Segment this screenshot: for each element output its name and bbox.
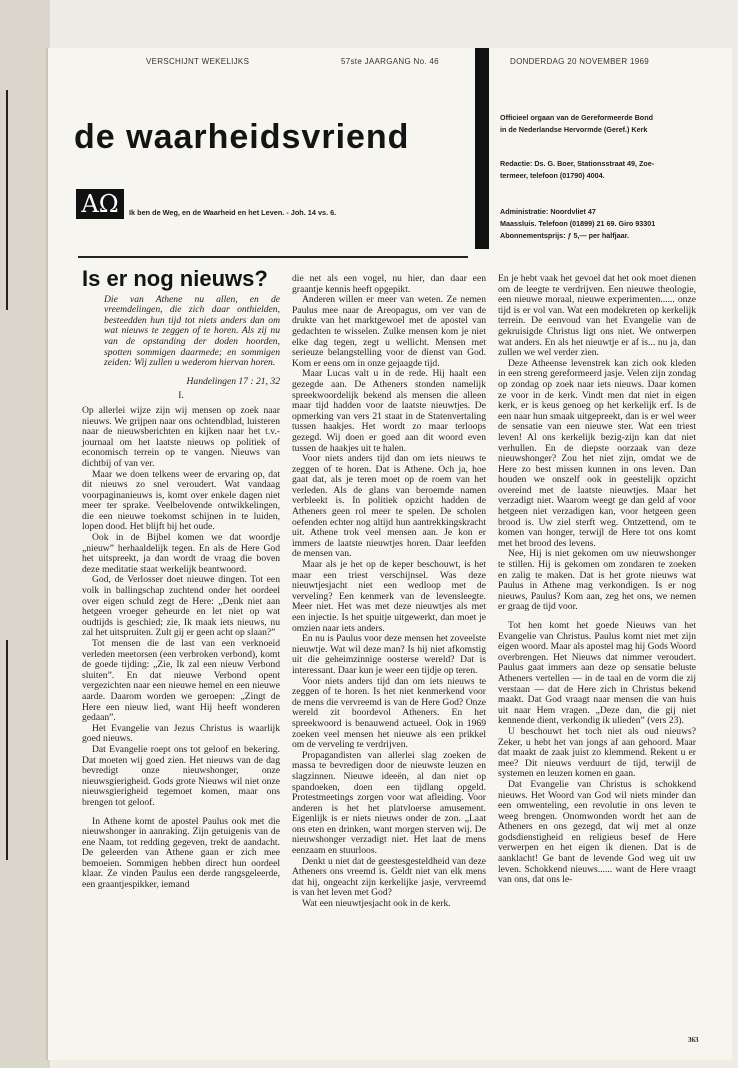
article-intro: Die van Athene nu allen, en de vreemdelingen, die zich daar onthielden, besteedden hun tijd tot niets anders dan om wat nieuws te zeggen of te horen. Als zij nu van de opstanding der doden hoorden, spotten sommigen daarmede; en sommigen zeiden: Wij zullen u wederom hiervan horen. (104, 293, 280, 369)
official-organ (500, 112, 725, 136)
paragraph: Maar we doen telkens weer de ervaring op, dat dit nieuws zo snel veroudert. Wat vandaag voorpaginanieuws is, komt over enkele dagen niet meer ter sprake. Veelbelovende ontwikkelingen, die een nieuwe toekomst schijnen in te luiden, lopen dood. Het blijft bij het oude. (82, 468, 280, 533)
header-date: DONDERDAG 20 NOVEMBER 1969 (510, 57, 649, 66)
newspaper-page (46, 48, 732, 1060)
paragraph: Op allerlei wijze zijn wij mensen op zoek naar nieuws. We grijpen naar ons ochtendblad, luisteren naar de nieuwsberichten en kijken naar het t.v.-journaal om het laatste nieuws op politiek of economisch terrein op te vangen. Nieuws van dichtbij of van ver. (82, 404, 280, 469)
paragraph: God, de Verlosser doet nieuwe dingen. Tot een volk in ballingschap zuchtend onder het oordeel over eigen schuld zegt de Here: „Denk niet aan hetgeen vroeger geheurde en let niet op wat oudtijds is geschied; zie, Ik maak iets nieuws, nu zal het uitspruiten. Zult gij er geen acht op slaan?” (82, 574, 280, 639)
section-rule (78, 256, 468, 258)
article-headline: Is er nog nieuws? (82, 266, 268, 291)
paragraph: Ook in de Bijbel komen we dat woordje „nieuw” herhaaldelijk tegen. En als de Here God het uitspreekt, ja dan wordt de vraag die boven deze meditatie staat werkelijk beantwoord. (82, 532, 280, 575)
paragraph: Deze Atheense levenstrek kan zich ook kleden in een streng gereformeerd jasje. Velen zijn zondag op zondag op zoek naar iets nieuws. Daar komen ze voor in de kerk. Vindt men dat niet in eigen kerk, er is keus genoeg op het kerkelijk erf. Is de een naar hun smaak uitgepreekt, dan is er wel weer de sensatie van een nieuwe ster. Wat een triest leven! Al ons kerkelijk bezig-zijn kan dat niet verhullen. En de diepste oorzaak van deze nieuwshonger? Zou het niet zijn, omdat we de Here zo best missen kunnen in ons leven. Dan houden we onszelf ook in geestelijk opzicht overeind met de laatste nieuwtjes. Maar het verzadigt niet. Waarom weegt ge dan geld af voor hetgeen niet verzadigen kan, voor hetgeen geen brood is. Uw ziel sterft weg. Ontzettend, om te komen van honger, terwijl de Here tot ons komt met het brood des levens. (498, 357, 696, 549)
paragraph: Voor niets anders tijd dan om iets nieuws te zeggen of te horen. Is het niet kenmerkend voor de mens die vervreemd is van de Here God? Onze wereld zit boordevol Atheners. En het spreekwoord is benauwend actueel. Ook in 1969 zoeken veel mensen het nieuwe als een prikkel om de verveling te verdrijven. (292, 675, 486, 751)
paragraph: U beschouwt het toch niet als oud nieuws? Zeker, u hebt het van jongs af aan gehoord. Maar dat maakt de zaak juist zo klemmend. Rekent u er mee? Dit nieuws verduurt de tijd, terwijl de systemen en leuzen komen en gaan. (498, 725, 696, 780)
admin-line-1: Administratie: Noordvliet 47 (500, 207, 596, 216)
binding-mark (6, 640, 8, 860)
masthead-title: de waarheidsvriend (74, 118, 410, 156)
admin-line-2: Maassluis. Telefoon (01899) 21 69. Giro 93301 (500, 219, 656, 228)
section-number: I. (178, 390, 184, 402)
masthead-motto: Ik ben de Weg, en de Waarheid en het Leven. - Joh. 14 vs. 6. (129, 208, 337, 217)
header-bar (48, 54, 732, 68)
paragraph: Voor niets anders tijd dan om iets nieuws te zeggen of te horen. Dat is Athene. Och ja, hoe gaat dat, als je teren moet op de roem van het verleden. Als de glans van beroemde namen verbleekt is. In politiek opzicht hadden de Atheners geen rol meer te spelen. De scholen oefenden echter nog altijd hun aantrekkingskracht uit. Athene trok veel mensen aan. Je kon er immers de laatste nieuwtjes horen. Daar leefden de mensen van. (292, 453, 486, 560)
administration-info (500, 206, 725, 242)
binding-mark (6, 90, 8, 310)
paragraph: In Athene komt de apostel Paulus ook met die nieuwshonger in aanraking. Zijn getuigenis van de ene Naam, tot redding gegeven, trekt de aandacht. De geleerden van Athene gaan er zich mee bemoeien. Sommigen hebben direct hun oordeel klaar. Ze vinden Paulus een derde rangsgeleerde, een graantjespikker, iemand (82, 815, 280, 891)
paragraph: Maar Lucas valt u in de rede. Hij haalt een gezegde aan. De Atheners stonden namelijk spreekwoordelijk bekend als mensen die alleen maar tijd hadden voor de laatste nieuwtjes. De opmerking van vers 21 staat in de Statenvertaling tussen haakjes. Het wordt zo maar terloops gezegd. Wij doen er goed aan dit woord even tussen de haakjes uit te halen. (292, 368, 486, 454)
scripture-reference: Handelingen 17 : 21, 32 (186, 375, 280, 387)
header-volume: 57ste JAARGANG No. 46 (341, 57, 439, 66)
paragraph: Denkt u niet dat de geestesgesteldheid van deze Atheners ons vreemd is. Geldt niet van elk mens dat hij, ongeacht zijn kerkelijke jasje, vervreemd is van het leven met God? (292, 855, 486, 899)
binding-strip (0, 0, 50, 1068)
page-number: 363 (688, 1036, 699, 1044)
editor-line-2: termeer, telefoon (01790) 4004. (500, 171, 605, 180)
paragraph: Nee, Hij is niet gekomen om uw nieuwshonger te stillen. Hij is gekomen om zondaren te zoeken en zalig te maken. Dat is het grote nieuws wat Paulus in Athene mag verkondigen. Is er nog nieuws, Paulus? Kom aan, zeg het ons, we nemen er graag de tijd voor. (498, 548, 696, 613)
column-3 (498, 274, 696, 886)
paragraph: Tot hen komt het goede Nieuws van het Evangelie van Christus. Paulus komt niet met zijn eigen woord. Maar als apostel mag hij Gods Woord overbrengen. Het Nieuws dat nimmer veroudert. Paulus gaat immers aan deze op sensatie beluste Atheners vertellen — in de taal en de vorm die zij verstaan — dat de Here zich in Christus bekend maakt. Dat God vraagt naar mensen die van huis uit naar Hem vragen. „Deze dan, die gij niet kennende dient, verkondig ik ulieden” (vers 23). (498, 620, 696, 727)
masthead-divider (475, 48, 489, 249)
paragraph: En je hebt vaak het gevoel dat het ook moet dienen om de leegte te verdrijven. Een nieuwe theologie, een nieuwe moraal, nieuwe experimenten...... onze tijd is er vol van. Wat een modekreten op kerkelijk terrein. De eenvoud van het Evangelie van de gekruisigde Christus ligt ons niet. We ontwerpen wat anders. En als het nieuwtje er af is... nu ja, dan zullen we wel verder zien. (498, 273, 696, 359)
editorial-info (500, 158, 725, 182)
paragraph: Anderen willen er meer van weten. Ze nemen Paulus mee naar de Areopagus, om ver van de drukte van het marktgewoel met de apostel van gedachten te wisselen. Zulke mensen kom je niet elke dag tegen, zegt u wellicht. Mensen met serieuze belangstelling voor de dienst van God. Kom er eens om in onze gejaagde tijd. (292, 294, 486, 369)
column-2 (292, 274, 486, 910)
paragraph: Maar als je het op de keper beschouwt, is het maar een triest verschijnsel. Was deze nieuwtjesjacht niet een wedloop met de verveling? Een kenmerk van de levensleegte. Meer niet. Het was met deze nieuwtjes als met een injectie. Is het spuitje uitgewerkt, dan moet je omzien naar iets anders. (292, 559, 486, 634)
admin-line-3: Abonnementsprijs: ƒ 5,— per halfjaar. (500, 231, 630, 240)
column-1 (82, 266, 280, 891)
alpha-omega-logo: AΩ (76, 189, 124, 219)
paragraph: die net als een vogel, nu hier, dan daar een graantje kennis heeft opgepikt. (292, 273, 486, 295)
paragraph: Tot mensen die de last van een verknoeid verleden meetorsen (een verbroken verbond), komt de goede tijding: „Zie, Ik zal een nieuw Verbond sluiten”. En dat nieuwe Verbond opent vergezichten naar een nieuwe hemel en een nieuwe aarde. Daarom worden we geroepen: „Zingt de Here een nieuw lied, want Hij heeft wonderen gedaan”. (82, 638, 280, 724)
paragraph: Het Evangelie van Jezus Christus is waarlijk goed nieuws. (82, 722, 280, 745)
paragraph: Dat Evangelie van Christus is schokkend nieuws. Het Woord van God wil niets minder dan een omwenteling, een revolutie in ons leven te weeg brengen. Onomwonden wordt het aan de Atheners en ons gezegd, dat wij met al onze godsdienstigheid en religieus besef de Here verwerpen en het eigen ik dienen. Dat is de aanklacht! Ge bant de levende God weg uit uw leven. Schokkend nieuws...... want de Here vraagt van ons, dat ons le- (498, 778, 696, 886)
paragraph: En nu is Paulus voor deze mensen het zoveelste nieuwtje. Wat wil deze man? Is hij niet afkomstig uit die geheimzinnige oosterse wereld? Dat is interessant. Daar kun je weer een tijdje op teren. (292, 633, 486, 676)
paragraph: Wat een nieuwtjesjacht ook in de kerk. (302, 898, 451, 910)
header-frequency: VERSCHIJNT WEKELIJKS (146, 57, 250, 66)
editor-line-1: Redactie: Ds. G. Boer, Stationsstraat 49, Zoe- (500, 159, 655, 168)
paragraph: Propagandisten van allerlei slag zoeken de massa te bevredigen door de nieuwste leuzen en slagzinnen. Nieuwe ideeën, al dan niet op spandoeken, doen een tijdlang opgeld. Protestmeetings zorgen voor wat afleiding. Voor anderen is het het platvloerse amusement. Eigenlijk is er niets nieuws onder de zon. „Laat ons eten en drinken, want morgen sterven wij. De nieuwshonger verzadigt niet. Het laat de mens eenzaam en stuurloos. (292, 749, 486, 857)
official-line-1: Officieel orgaan van de Gereformeerde Bond (500, 113, 653, 122)
official-line-2: in de Nederlandse Hervormde (Geref.) Kerk (500, 125, 648, 134)
paragraph: Dat Evangelie roept ons tot geloof en bekering. Dat moeten wij goed zien. Het nieuws van de dag bevredigt onze nieuwshonger, onze nieuwsgierigheid. Gods grote Nieuws wil niet onze nieuwsgierigheid tegemoet komen, maar ons brengen tot geloof. (82, 743, 280, 808)
